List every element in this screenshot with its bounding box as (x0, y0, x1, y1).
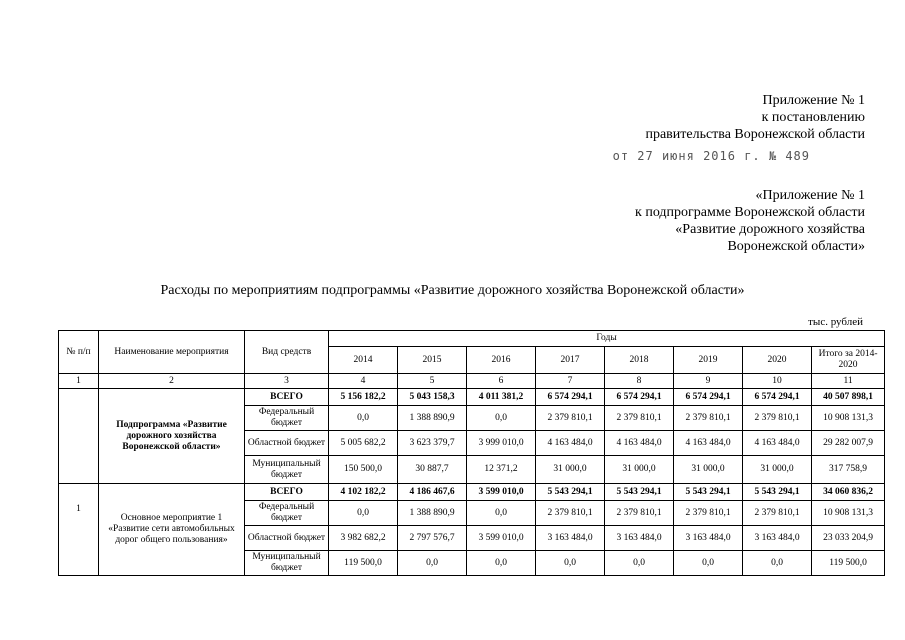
year-header: 2018 (605, 347, 674, 374)
value-cell: 2 379 810,1 (605, 501, 674, 526)
value-cell: 12 371,2 (467, 456, 536, 484)
value-cell: 6 574 294,1 (605, 389, 674, 406)
value-cell: 30 887,7 (398, 456, 467, 484)
value-cell: 0,0 (467, 501, 536, 526)
activity-name: Подпрограмма «Развитие дорожного хозяйства Воронежской области» (99, 389, 245, 484)
fund-type: ВСЕГО (245, 484, 329, 501)
year-header: 2019 (674, 347, 743, 374)
total-header: Итого за 2014-2020 (812, 347, 885, 374)
value-cell: 31 000,0 (536, 456, 605, 484)
column-number: 3 (245, 374, 329, 389)
value-cell: 4 186 467,6 (398, 484, 467, 501)
value-cell: 150 500,0 (329, 456, 398, 484)
value-cell: 5 543 294,1 (743, 484, 812, 501)
document-title: Расходы по мероприятиям подпрограммы «Развитие дорожного хозяйства Воронежской области» (160, 283, 745, 298)
value-cell: 0,0 (467, 406, 536, 431)
total-cell: 10 908 131,3 (812, 406, 885, 431)
value-cell: 2 379 810,1 (605, 406, 674, 431)
appendix-line: к подпрограмме Воронежской области (635, 205, 865, 220)
appendix-header (635, 187, 865, 255)
value-cell: 0,0 (674, 551, 743, 576)
column-number: 2 (99, 374, 245, 389)
col-header-num: № п/п (59, 331, 99, 374)
fund-type: Муниципальный бюджет (245, 551, 329, 576)
decree-header (645, 92, 865, 143)
value-cell: 0,0 (605, 551, 674, 576)
value-cell: 3 599 010,0 (467, 526, 536, 551)
total-cell: 34 060 836,2 (812, 484, 885, 501)
fund-type: Федеральный бюджет (245, 406, 329, 431)
value-cell: 4 163 484,0 (743, 431, 812, 456)
value-cell: 4 163 484,0 (674, 431, 743, 456)
value-cell: 4 011 381,2 (467, 389, 536, 406)
value-cell: 4 163 484,0 (605, 431, 674, 456)
fund-type: ВСЕГО (245, 389, 329, 406)
value-cell: 0,0 (536, 551, 605, 576)
col-header-years: Годы (329, 331, 885, 347)
value-cell: 3 163 484,0 (743, 526, 812, 551)
appendix-line: «Приложение № 1 (755, 188, 865, 203)
value-cell: 3 999 010,0 (467, 431, 536, 456)
activity-name: Основное мероприятие 1 «Развитие сети автомобильных дорог общего пользования» (99, 484, 245, 576)
fund-type: Федеральный бюджет (245, 501, 329, 526)
value-cell: 2 379 810,1 (536, 501, 605, 526)
value-cell: 2 379 810,1 (674, 501, 743, 526)
fund-type: Областной бюджет (245, 431, 329, 456)
value-cell: 2 379 810,1 (743, 406, 812, 431)
value-cell: 3 163 484,0 (674, 526, 743, 551)
column-number: 11 (812, 374, 885, 389)
total-cell: 10 908 131,3 (812, 501, 885, 526)
year-header: 2014 (329, 347, 398, 374)
year-header: 2017 (536, 347, 605, 374)
value-cell: 5 543 294,1 (536, 484, 605, 501)
header-row (59, 331, 885, 347)
value-cell: 6 574 294,1 (536, 389, 605, 406)
header-line: Приложение № 1 (762, 93, 865, 108)
value-cell: 0,0 (398, 551, 467, 576)
value-cell: 6 574 294,1 (674, 389, 743, 406)
value-cell: 3 163 484,0 (605, 526, 674, 551)
value-cell: 5 043 158,3 (398, 389, 467, 406)
appendix-line: Воронежской области» (727, 239, 865, 254)
value-cell: 31 000,0 (674, 456, 743, 484)
value-cell: 4 102 182,2 (329, 484, 398, 501)
col-header-name: Наименование мероприятия (99, 331, 245, 374)
value-cell: 2 379 810,1 (674, 406, 743, 431)
expenses-table (58, 330, 885, 576)
year-header: 2016 (467, 347, 536, 374)
value-cell: 31 000,0 (743, 456, 812, 484)
value-cell: 5 543 294,1 (674, 484, 743, 501)
column-number: 8 (605, 374, 674, 389)
value-cell: 1 388 890,9 (398, 406, 467, 431)
value-cell: 0,0 (329, 406, 398, 431)
value-cell: 5 005 682,2 (329, 431, 398, 456)
row-number: 1 (59, 484, 99, 576)
column-number: 1 (59, 374, 99, 389)
value-cell: 5 543 294,1 (605, 484, 674, 501)
col-header-fund: Вид средств (245, 331, 329, 374)
table-row (59, 389, 885, 406)
column-number: 9 (674, 374, 743, 389)
fund-type: Муниципальный бюджет (245, 456, 329, 484)
value-cell: 31 000,0 (605, 456, 674, 484)
column-number: 7 (536, 374, 605, 389)
column-number: 6 (467, 374, 536, 389)
column-number-row (59, 374, 885, 389)
value-cell: 3 599 010,0 (467, 484, 536, 501)
fund-type: Областной бюджет (245, 526, 329, 551)
value-cell: 4 163 484,0 (536, 431, 605, 456)
value-cell: 2 379 810,1 (536, 406, 605, 431)
header-line: к постановлению (761, 110, 865, 125)
value-cell: 2 797 576,7 (398, 526, 467, 551)
value-cell: 6 574 294,1 (743, 389, 812, 406)
value-cell: 2 379 810,1 (743, 501, 812, 526)
order-date-number: от 27 июня 2016 г. № 489 (612, 149, 810, 163)
column-number: 4 (329, 374, 398, 389)
column-number: 5 (398, 374, 467, 389)
appendix-line: «Развитие дорожного хозяйства (675, 222, 865, 237)
value-cell: 3 982 682,2 (329, 526, 398, 551)
year-header: 2020 (743, 347, 812, 374)
value-cell: 1 388 890,9 (398, 501, 467, 526)
value-cell: 3 163 484,0 (536, 526, 605, 551)
value-cell: 0,0 (329, 501, 398, 526)
value-cell: 3 623 379,7 (398, 431, 467, 456)
row-number (59, 389, 99, 484)
total-cell: 23 033 204,9 (812, 526, 885, 551)
total-cell: 317 758,9 (812, 456, 885, 484)
total-cell: 119 500,0 (812, 551, 885, 576)
total-cell: 40 507 898,1 (812, 389, 885, 406)
total-cell: 29 282 007,9 (812, 431, 885, 456)
units-label: тыс. рублей (808, 316, 863, 328)
value-cell: 0,0 (467, 551, 536, 576)
value-cell: 5 156 182,2 (329, 389, 398, 406)
table-row (59, 484, 885, 501)
year-header: 2015 (398, 347, 467, 374)
value-cell: 0,0 (743, 551, 812, 576)
column-number: 10 (743, 374, 812, 389)
value-cell: 119 500,0 (329, 551, 398, 576)
header-line: правительства Воронежской области (645, 127, 865, 142)
